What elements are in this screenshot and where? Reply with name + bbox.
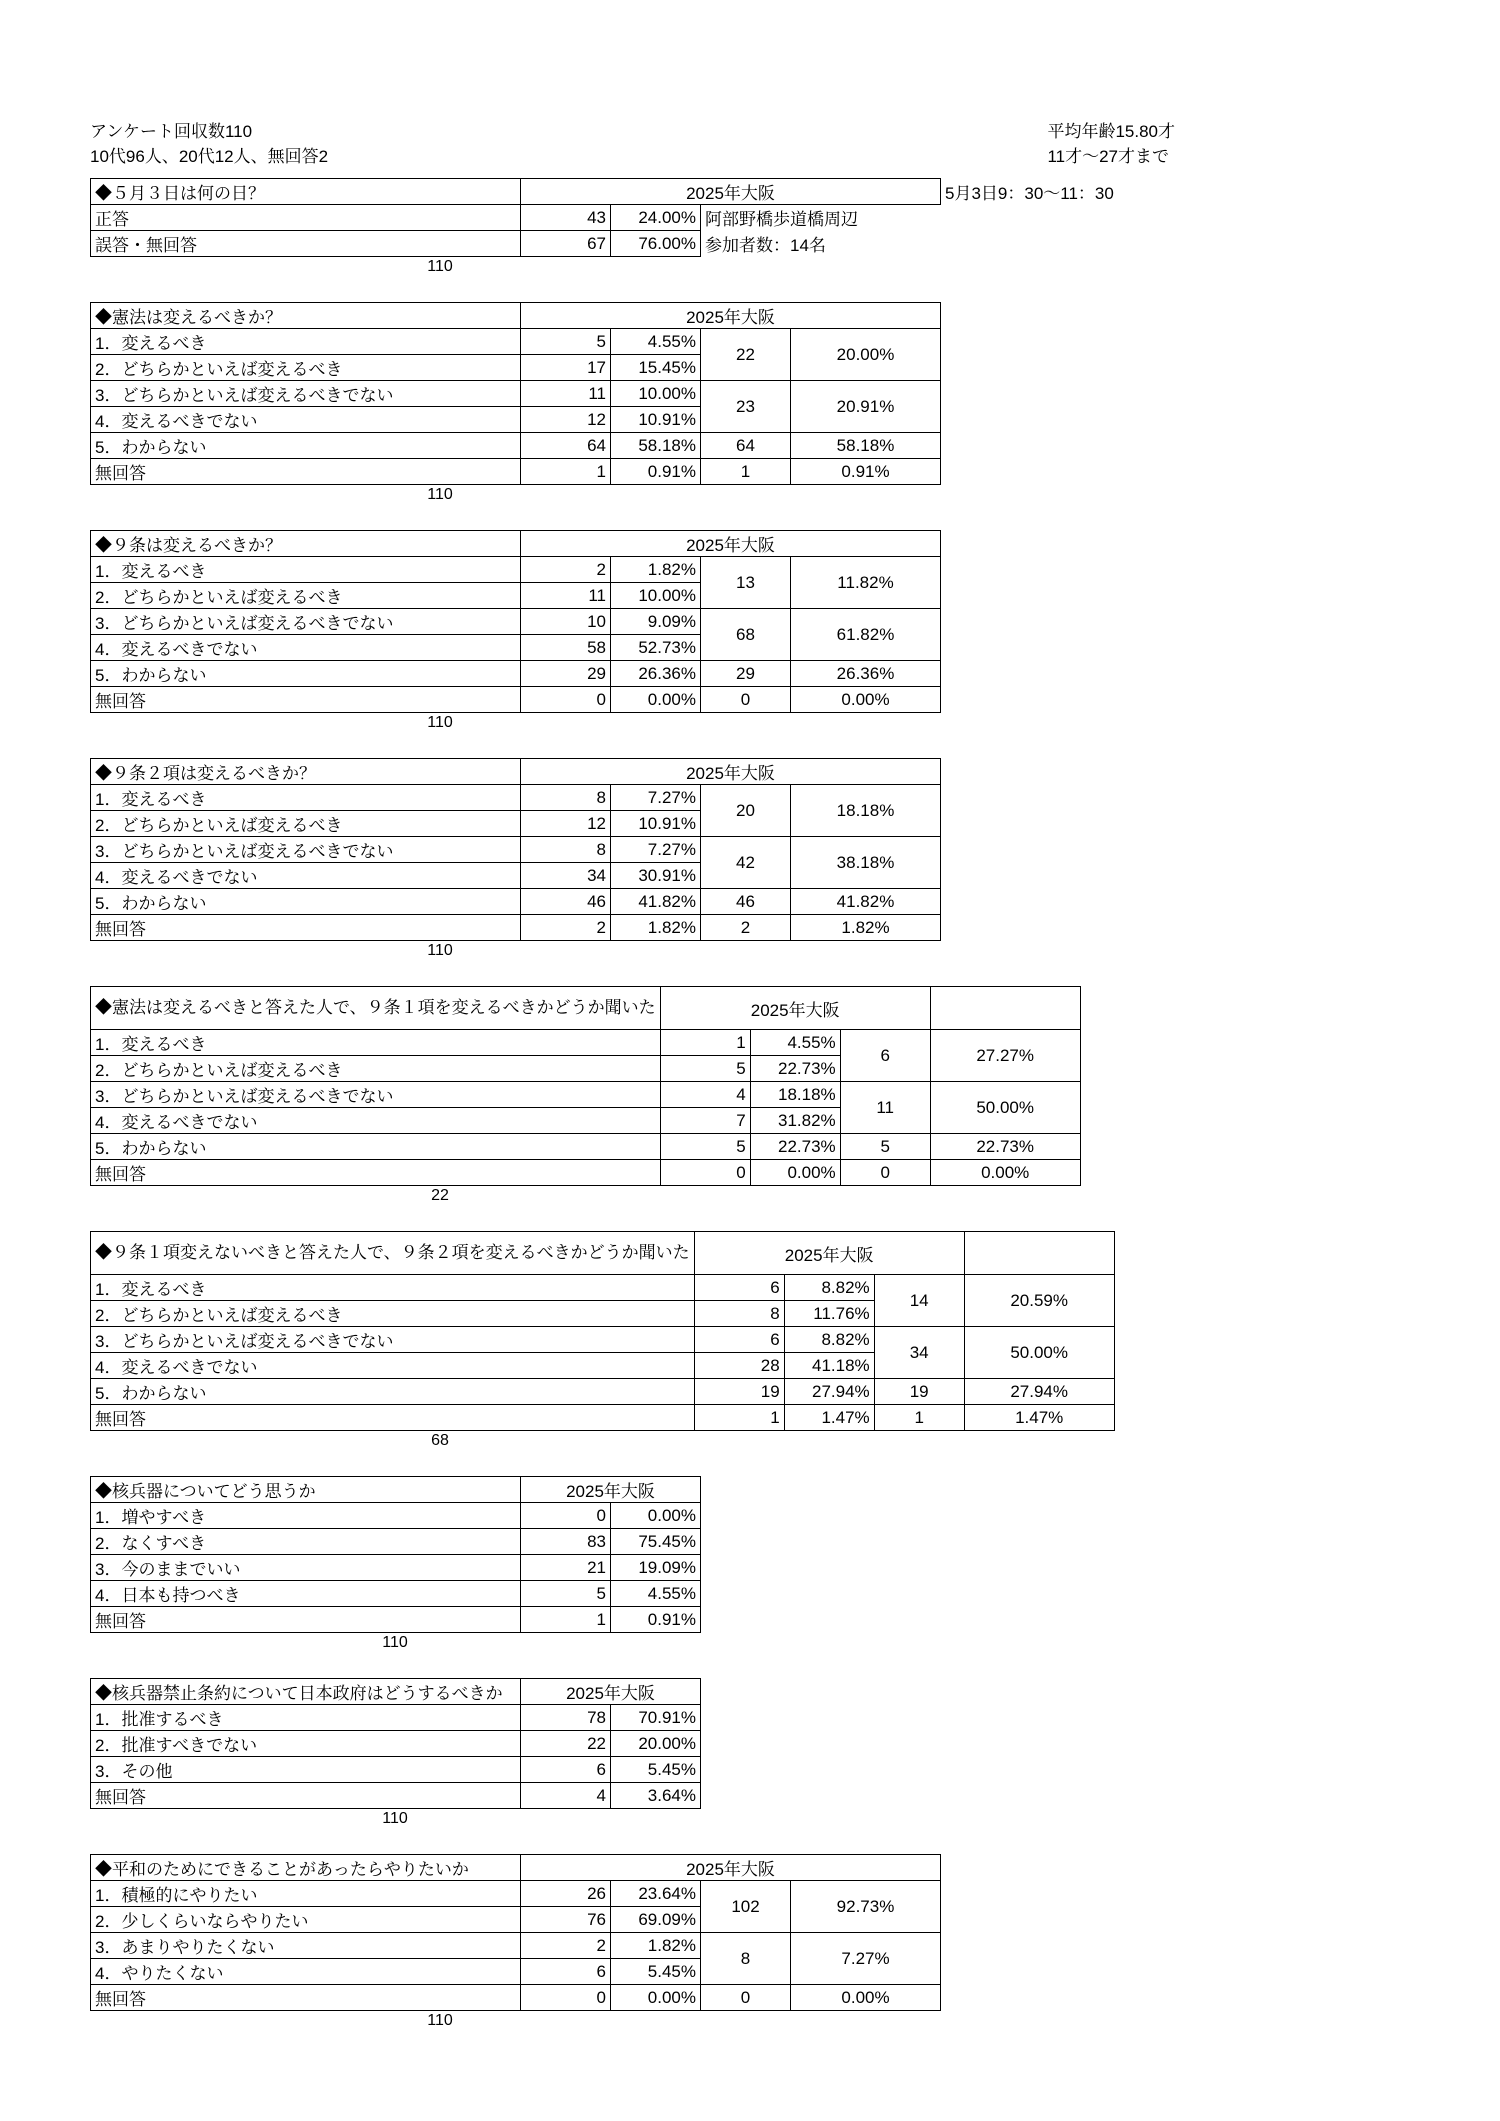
group-percent: 38.18% [791,837,941,889]
option-percent: 41.18% [784,1353,874,1379]
table-row [91,1082,1081,1108]
group-count: 34 [874,1327,964,1379]
option-percent: 19.09% [611,1555,701,1581]
header-right [1047,120,1175,169]
option-percent: 76.00% [611,231,701,257]
group-percent: 0.91% [791,459,941,485]
question-title: ◆９条は変えるべきか？ [91,531,521,557]
survey-block [90,1854,1410,2056]
table-row [91,1705,701,1731]
table-header-row [91,303,941,329]
group-percent: 41.82% [791,889,941,915]
option-label: 3．どちらかといえば変えるべきでない [91,1327,695,1353]
header-left [90,120,328,169]
group-count: 0 [840,1160,930,1186]
option-percent: 1.82% [611,1933,701,1959]
option-percent: 1.82% [611,915,701,941]
option-count: 78 [521,1705,611,1731]
option-label: 無回答 [91,1607,521,1633]
option-label: 1．増やすべき [91,1503,521,1529]
block-spacer [90,2034,1410,2056]
option-percent: 0.91% [611,459,701,485]
group-percent: 20.59% [964,1275,1114,1327]
block-spacer [90,964,1410,986]
option-label: 1．批准するべき [91,1705,521,1731]
option-label: 3．どちらかといえば変えるべきでない [91,381,521,407]
option-label: 2．どちらかといえば変えるべき [91,1301,695,1327]
group-percent: 22.73% [930,1134,1080,1160]
option-label: 無回答 [91,1160,661,1186]
survey-table [90,1678,701,1809]
age-breakdown: 10代96人、20代12人、無回答2 [90,146,329,166]
survey-table [90,1854,941,2011]
option-count: 5 [660,1056,750,1082]
option-percent: 31.82% [750,1108,840,1134]
total-count: 110 [382,1810,408,1827]
option-label: 4．変えるべきでない [91,1353,695,1379]
option-count: 1 [521,459,611,485]
option-count: 8 [521,785,611,811]
option-count: 4 [521,1783,611,1809]
side-note: 参加者数：14名 [705,236,826,255]
block-spacer [90,1209,1410,1231]
group-count: 14 [874,1275,964,1327]
group-percent: 92.73% [791,1881,941,1933]
option-label: 1．変えるべき [91,329,521,355]
table-row [91,785,941,811]
option-label: 1．変えるべき [91,557,521,583]
option-count: 0 [521,1985,611,2011]
question-title: ◆平和のためにできることがあったらやりたいか [91,1855,521,1881]
option-percent: 70.91% [611,1705,701,1731]
option-percent: 30.91% [611,863,701,889]
year-label: 2025年大阪 [660,987,930,1030]
group-count: 2 [701,915,791,941]
option-percent: 69.09% [611,1907,701,1933]
table-row [91,329,941,355]
group-count: 13 [701,557,791,609]
option-label: 1．変えるべき [91,785,521,811]
group-percent: 11.82% [791,557,941,609]
option-count: 0 [521,1503,611,1529]
option-count: 17 [521,355,611,381]
option-count: 2 [521,557,611,583]
question-title: ◆９条１項変えないべきと答えた人で、９条２項を変えるべきかどうか聞いた [91,1232,695,1275]
option-percent: 10.00% [611,583,701,609]
year-label: 2025年大阪 [521,179,941,205]
survey-table [90,302,941,485]
option-label: 無回答 [91,1783,521,1809]
survey-block [90,1476,1410,1678]
option-count: 28 [694,1353,784,1379]
group-count: 6 [840,1030,930,1082]
option-label: 5．わからない [91,661,521,687]
table-row [91,1933,941,1959]
average-age: 平均年齢15.80才 [1047,122,1175,141]
option-label: 3．その他 [91,1757,521,1783]
group-percent: 0.00% [791,687,941,713]
group-count: 8 [701,1933,791,1985]
group-percent: 7.27% [791,1933,941,1985]
survey-block [90,178,1410,302]
survey-block [90,302,1410,530]
option-label: 2．批准すべきでない [91,1731,521,1757]
group-percent: 1.82% [791,915,941,941]
table-header-row [91,1679,701,1705]
option-count: 64 [521,433,611,459]
table-header-row [91,987,1081,1030]
table-row [91,1327,1115,1353]
survey-table [90,986,1081,1186]
option-label: 4．変えるべきでない [91,407,521,433]
age-range: 11才～27才まで [1047,146,1170,166]
survey-table [90,178,1119,257]
option-count: 1 [521,1607,611,1633]
survey-table [90,530,941,713]
group-count: 22 [701,329,791,381]
option-label: 3．どちらかといえば変えるべきでない [91,609,521,635]
option-percent: 5.45% [611,1757,701,1783]
table-header-row [91,1232,1115,1275]
option-count: 8 [694,1301,784,1327]
year-label: 2025年大阪 [521,1855,941,1881]
option-count: 46 [521,889,611,915]
group-count: 1 [874,1405,964,1431]
option-count: 5 [660,1134,750,1160]
option-percent: 10.00% [611,381,701,407]
option-count: 10 [521,609,611,635]
option-label: 5．わからない [91,889,521,915]
option-count: 4 [660,1082,750,1108]
block-spacer [90,1656,1410,1678]
survey-block [90,530,1410,758]
table-header-row [91,1855,941,1881]
group-percent: 20.91% [791,381,941,433]
option-percent: 52.73% [611,635,701,661]
table-header-row [91,531,941,557]
option-percent: 27.94% [784,1379,874,1405]
group-count: 1 [701,459,791,485]
group-count: 68 [701,609,791,661]
option-percent: 20.00% [611,1731,701,1757]
table-row [91,1134,1081,1160]
year-label: 2025年大阪 [521,1679,701,1705]
option-percent: 4.55% [750,1030,840,1056]
option-percent: 10.91% [611,811,701,837]
survey-blocks [90,178,1410,2056]
option-label: 4．日本も持つべき [91,1581,521,1607]
table-row [91,687,941,713]
block-spacer [90,1454,1410,1476]
option-percent: 1.47% [784,1405,874,1431]
table-row [91,557,941,583]
survey-table [90,1476,701,1633]
option-percent: 3.64% [611,1783,701,1809]
table-row [91,1030,1081,1056]
block-spacer [90,508,1410,530]
group-percent: 50.00% [930,1082,1080,1134]
option-label: 無回答 [91,1985,521,2011]
option-percent: 4.55% [611,1581,701,1607]
question-title: ◆９条２項は変えるべきか？ [91,759,521,785]
group-count: 0 [701,687,791,713]
option-count: 6 [694,1275,784,1301]
year-label: 2025年大阪 [694,1232,964,1275]
table-row [91,231,1119,257]
option-count: 43 [521,205,611,231]
table-row [91,1581,701,1607]
option-count: 1 [660,1030,750,1056]
table-row [91,1275,1115,1301]
year-label: 2025年大阪 [521,531,941,557]
option-percent: 58.18% [611,433,701,459]
option-percent: 4.55% [611,329,701,355]
option-label: 2．どちらかといえば変えるべき [91,811,521,837]
option-count: 11 [521,583,611,609]
table-row [91,1405,1115,1431]
option-label: 無回答 [91,1405,695,1431]
question-title: ◆憲法は変えるべきか？ [91,303,521,329]
option-label: 4．変えるべきでない [91,1108,661,1134]
option-label: 4．変えるべきでない [91,863,521,889]
option-label: 無回答 [91,459,521,485]
option-percent: 26.36% [611,661,701,687]
group-count: 29 [701,661,791,687]
option-percent: 0.00% [611,687,701,713]
option-percent: 75.45% [611,1529,701,1555]
option-count: 2 [521,1933,611,1959]
group-count: 20 [701,785,791,837]
group-count: 42 [701,837,791,889]
total-count: 110 [427,2012,453,2029]
table-header-row [91,1477,701,1503]
table-row [91,1881,941,1907]
table-row [91,205,1119,231]
group-percent: 0.00% [930,1160,1080,1186]
table-row [91,433,941,459]
option-label: 無回答 [91,915,521,941]
option-percent: 8.82% [784,1275,874,1301]
block-spacer [90,736,1410,758]
option-count: 26 [521,1881,611,1907]
survey-block [90,1231,1410,1476]
table-row [91,1757,701,1783]
option-percent: 24.00% [611,205,701,231]
survey-table [90,1231,1115,1431]
option-percent: 22.73% [750,1056,840,1082]
total-count: 110 [427,714,453,731]
option-label: 5．わからない [91,433,521,459]
option-count: 2 [521,915,611,941]
group-percent: 27.94% [964,1379,1114,1405]
option-label: 誤答・無回答 [91,231,521,257]
group-count: 46 [701,889,791,915]
table-row [91,1555,701,1581]
option-label: 3．あまりやりたくない [91,1933,521,1959]
option-percent: 0.91% [611,1607,701,1633]
option-percent: 18.18% [750,1082,840,1108]
table-row [91,1379,1115,1405]
option-percent: 22.73% [750,1134,840,1160]
question-title: ◆憲法は変えるべきと答えた人で、９条１項を変えるべきかどうか聞いた [91,987,661,1030]
header-spacer [964,1232,1114,1275]
page-header [90,120,1410,178]
group-count: 102 [701,1881,791,1933]
total-count: 22 [431,1187,449,1204]
block-spacer [90,1832,1410,1854]
table-row [91,1607,701,1633]
option-count: 11 [521,381,611,407]
response-count: アンケート回収数110 [90,122,253,141]
total-count: 110 [427,942,453,959]
group-percent: 27.27% [930,1030,1080,1082]
group-count: 64 [701,433,791,459]
option-percent: 23.64% [611,1881,701,1907]
table-header-row [91,179,1119,205]
table-row [91,1985,941,2011]
option-percent: 8.82% [784,1327,874,1353]
table-row [91,661,941,687]
question-title: ◆核兵器についてどう思うか [91,1477,521,1503]
option-label: 2．少しくらいならやりたい [91,1907,521,1933]
table-row [91,837,941,863]
option-count: 5 [521,329,611,355]
option-label: 5．わからない [91,1379,695,1405]
table-row [91,381,941,407]
option-count: 19 [694,1379,784,1405]
option-label: 4．やりたくない [91,1959,521,1985]
option-label: 2．なくすべき [91,1529,521,1555]
side-note: 阿部野橋歩道橋周辺 [705,210,858,230]
option-percent: 41.82% [611,889,701,915]
total-count: 68 [431,1432,449,1449]
group-percent: 0.00% [791,1985,941,2011]
option-count: 0 [660,1160,750,1186]
group-count: 11 [840,1082,930,1134]
group-percent: 1.47% [964,1405,1114,1431]
table-row [91,459,941,485]
group-count: 5 [840,1134,930,1160]
group-percent: 50.00% [964,1327,1114,1379]
option-label: 2．どちらかといえば変えるべき [91,355,521,381]
table-row [91,915,941,941]
table-row [91,1503,701,1529]
group-count: 0 [701,1985,791,2011]
group-percent: 20.00% [791,329,941,381]
option-count: 22 [521,1731,611,1757]
option-percent: 1.82% [611,557,701,583]
option-label: 4．変えるべきでない [91,635,521,661]
survey-block [90,1678,1410,1854]
option-count: 0 [521,687,611,713]
header-spacer [930,987,1080,1030]
option-label: 無回答 [91,687,521,713]
option-count: 34 [521,863,611,889]
option-count: 12 [521,407,611,433]
option-label: 1．変えるべき [91,1030,661,1056]
question-title: ◆核兵器禁止条約について日本政府はどうするべきか [91,1679,521,1705]
option-label: 1．積極的にやりたい [91,1881,521,1907]
option-count: 29 [521,661,611,687]
group-percent: 58.18% [791,433,941,459]
option-count: 21 [521,1555,611,1581]
survey-block [90,758,1410,986]
option-percent: 5.45% [611,1959,701,1985]
side-note-datetime: 5月3日9：30～11：30 [945,184,1114,203]
option-label: 3．どちらかといえば変えるべきでない [91,837,521,863]
option-label: 3．どちらかといえば変えるべきでない [91,1082,661,1108]
option-count: 58 [521,635,611,661]
option-percent: 0.00% [611,1985,701,2011]
table-row [91,1783,701,1809]
table-header-row [91,759,941,785]
option-percent: 7.27% [611,785,701,811]
option-label: 3．今のままでいい [91,1555,521,1581]
year-label: 2025年大阪 [521,1477,701,1503]
option-label: 5．わからない [91,1134,661,1160]
table-row [91,1731,701,1757]
option-count: 83 [521,1529,611,1555]
option-label: 1．変えるべき [91,1275,695,1301]
option-label: 2．どちらかといえば変えるべき [91,583,521,609]
total-count: 110 [427,486,453,503]
group-percent: 61.82% [791,609,941,661]
question-title: ◆５月３日は何の日？ [91,179,521,205]
option-label: 正答 [91,205,521,231]
option-count: 67 [521,231,611,257]
total-count: 110 [427,258,453,275]
option-count: 6 [521,1757,611,1783]
option-count: 6 [521,1959,611,1985]
total-count: 110 [382,1634,408,1651]
block-spacer [90,280,1410,302]
option-percent: 7.27% [611,837,701,863]
option-percent: 15.45% [611,355,701,381]
option-percent: 0.00% [750,1160,840,1186]
table-row [91,1529,701,1555]
year-label: 2025年大阪 [521,303,941,329]
option-label: 2．どちらかといえば変えるべき [91,1056,661,1082]
year-label: 2025年大阪 [521,759,941,785]
table-row [91,1160,1081,1186]
option-percent: 9.09% [611,609,701,635]
group-percent: 26.36% [791,661,941,687]
group-count: 23 [701,381,791,433]
group-percent: 18.18% [791,785,941,837]
option-count: 7 [660,1108,750,1134]
survey-table [90,758,941,941]
option-count: 1 [694,1405,784,1431]
option-count: 5 [521,1581,611,1607]
option-count: 8 [521,837,611,863]
table-row [91,609,941,635]
option-count: 76 [521,1907,611,1933]
survey-block [90,986,1410,1231]
option-percent: 10.91% [611,407,701,433]
option-percent: 0.00% [611,1503,701,1529]
table-row [91,889,941,915]
option-count: 6 [694,1327,784,1353]
option-count: 12 [521,811,611,837]
option-percent: 11.76% [784,1301,874,1327]
group-count: 19 [874,1379,964,1405]
